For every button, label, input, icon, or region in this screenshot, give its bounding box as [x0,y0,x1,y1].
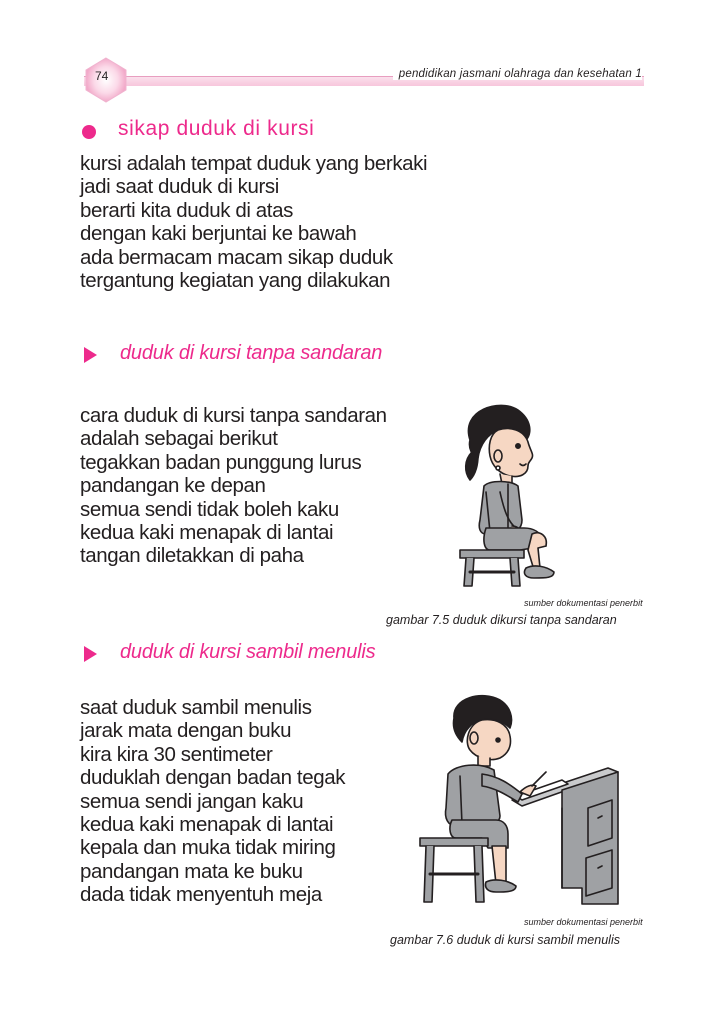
text-line: kursi adalah tempat duduk yang berkaki [80,152,428,175]
text-line: semua sendi tidak boleh kaku [80,497,339,521]
text-line: kedua kaki menapak di lantai [80,521,334,545]
text-line: jarak mata dengan buku [80,719,292,743]
text-line: jadi saat duduk di kursi [80,175,279,199]
text-line: berarti kita duduk di atas [80,198,293,222]
subheading-sitting-without-backrest: duduk di kursi tanpa sandaran [120,342,383,364]
figure-credit: sumber dokumentasi penerbit [524,598,643,608]
paragraph-sitting-without-backrest [80,404,387,568]
text-line: tangan diletakkan di paha [80,544,304,568]
triangle-bullet-icon [84,646,97,662]
text-line: kepala dan muka tidak miring [80,836,336,860]
illustration-girl-sitting-on-stool [450,400,570,590]
text-line: kira kira 30 sentimeter [80,742,273,766]
text-line: kedua kaki menapak di lantai [80,813,334,837]
text-line: duduklah dengan badan tegak [80,766,346,790]
text-line: tergantung kegiatan yang dilakukan [80,269,391,293]
book-title: pendidikan jasmani olahraga dan kesehatan 1 [393,68,642,80]
page-number: 74 [95,69,109,83]
section-heading: sikap duduk di kursi [118,117,315,140]
figure-caption-7-6: gambar 7.6 duduk di kursi sambil menulis [390,933,620,947]
text-line: pandangan ke depan [80,474,266,498]
text-line: pandangan mata ke buku [80,859,303,883]
intro-paragraph [80,152,427,292]
triangle-bullet-icon [84,347,97,363]
text-line: semua sendi jangan kaku [80,789,304,813]
text-line: ada bermacam macam sikap duduk [80,245,393,269]
text-line: tegakkan badan punggung lurus [80,450,362,474]
text-line: dada tidak menyentuh meja [80,883,322,907]
figure-caption-7-5: gambar 7.5 duduk dikursi tanpa sandaran [386,613,617,627]
illustration-boy-writing-at-desk [412,688,630,912]
bullet-dot-icon [82,125,96,139]
text-line: saat duduk sambil menulis [80,696,312,719]
paragraph-sitting-while-writing [80,696,345,907]
text-line: adalah sebagai berikut [80,427,278,451]
subheading-sitting-while-writing: duduk di kursi sambil menulis [120,641,376,663]
text-line: cara duduk di kursi tanpa sandaran [80,404,387,427]
text-line: dengan kaki berjuntai ke bawah [80,222,357,246]
figure-credit: sumber dokumentasi penerbit [524,917,643,927]
